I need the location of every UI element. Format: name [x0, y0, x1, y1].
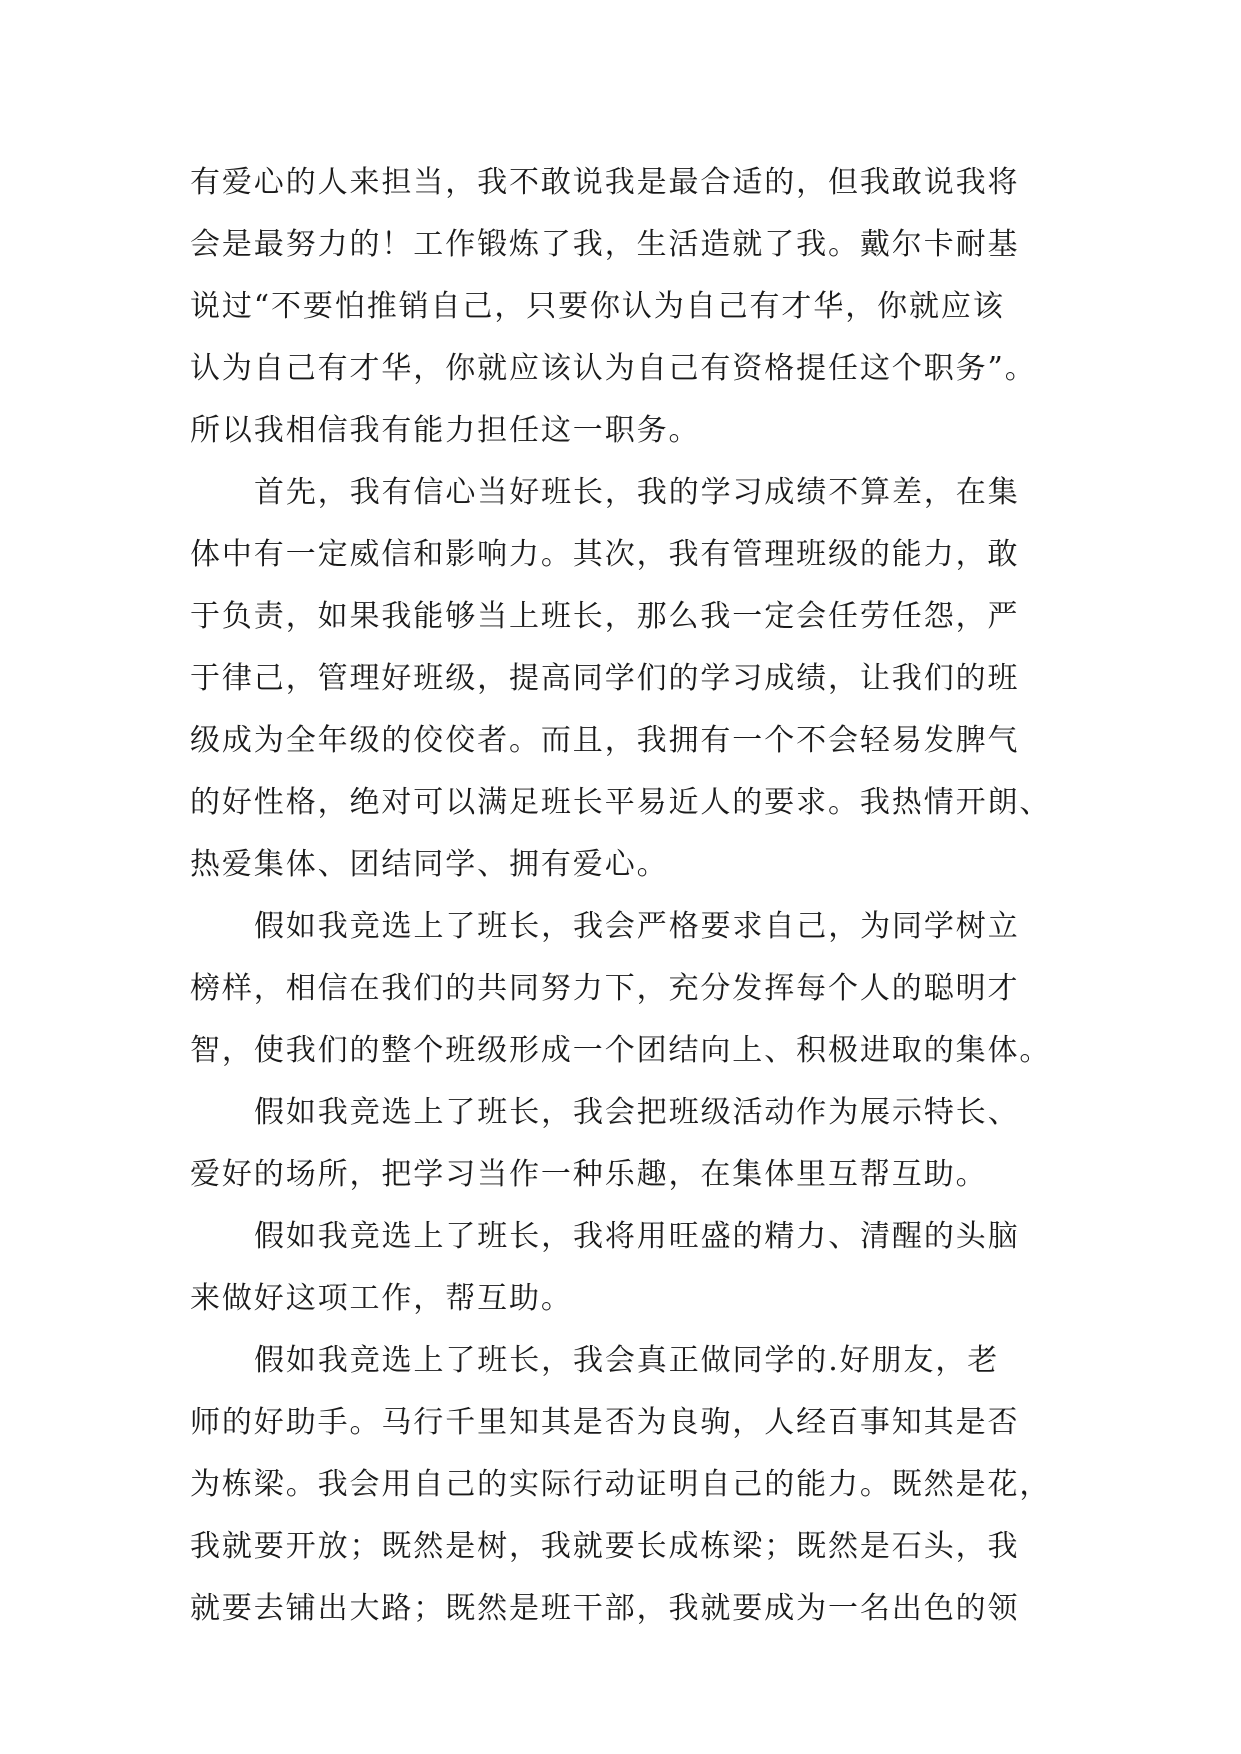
text-line: 会是最努力的！工作锻炼了我，生活造就了我。戴尔卡耐基: [190, 227, 1020, 262]
text-line: 爱好的场所，把学习当作一种乐趣，在集体里互帮互助。: [190, 1157, 988, 1192]
paragraph-first-line: 首先，我有信心当好班长，我的学习成绩不算差，在集: [254, 475, 1020, 510]
text-line: 榜样，相信在我们的共同努力下，充分发挥每个人的聪明才: [190, 971, 1020, 1006]
text-line: 的好性格，绝对可以满足班长平易近人的要求。我热情开朗、: [190, 785, 1052, 820]
text-line: 认为自己有才华，你就应该认为自己有资格提任这个职务”。: [190, 351, 1037, 386]
text-line: 热爱集体、团结同学、拥有爱心。: [190, 847, 669, 882]
text-line: 智，使我们的整个班级形成一个团结向上、积极进取的集体。: [190, 1033, 1052, 1068]
paragraph-first-line: 假如我竞选上了班长，我会严格要求自己，为同学树立: [254, 909, 1020, 944]
paragraph-first-line: 假如我竞选上了班长，我会把班级活动作为展示特长、: [254, 1095, 1020, 1130]
text-line: 来做好这项工作，帮互助。: [190, 1281, 573, 1316]
text-line: 为栋梁。我会用自己的实际行动证明自己的能力。既然是花，: [190, 1467, 1052, 1502]
text-line: 于律己，管理好班级，提高同学们的学习成绩，让我们的班: [190, 661, 1020, 696]
text-line: 体中有一定威信和影响力。其次，我有管理班级的能力，敢: [190, 537, 1020, 572]
text-line: 师的好助手。马行千里知其是否为良驹，人经百事知其是否: [190, 1405, 1020, 1440]
paragraph-first-line: 假如我竞选上了班长，我会真正做同学的.好朋友，老: [254, 1343, 1000, 1378]
text-line: 所以我相信我有能力担任这一职务。: [190, 413, 701, 448]
text-line: 就要去铺出大路；既然是班干部，我就要成为一名出色的领: [190, 1591, 1020, 1626]
text-line: 级成为全年级的佼佼者。而且，我拥有一个不会轻易发脾气: [190, 723, 1020, 758]
paragraph-first-line: 假如我竞选上了班长，我将用旺盛的精力、清醒的头脑: [254, 1219, 1020, 1254]
body-text: [190, 152, 1070, 1640]
text-line: 说过“不要怕推销自己，只要你认为自己有才华，你就应该: [190, 289, 1005, 324]
text-line: 于负责，如果我能够当上班长，那么我一定会任劳任怨，严: [190, 599, 1020, 634]
text-line: 我就要开放；既然是树，我就要长成栋梁；既然是石头，我: [190, 1529, 1020, 1564]
text-line: 有爱心的人来担当，我不敢说我是最合适的，但我敢说我将: [190, 165, 1020, 200]
